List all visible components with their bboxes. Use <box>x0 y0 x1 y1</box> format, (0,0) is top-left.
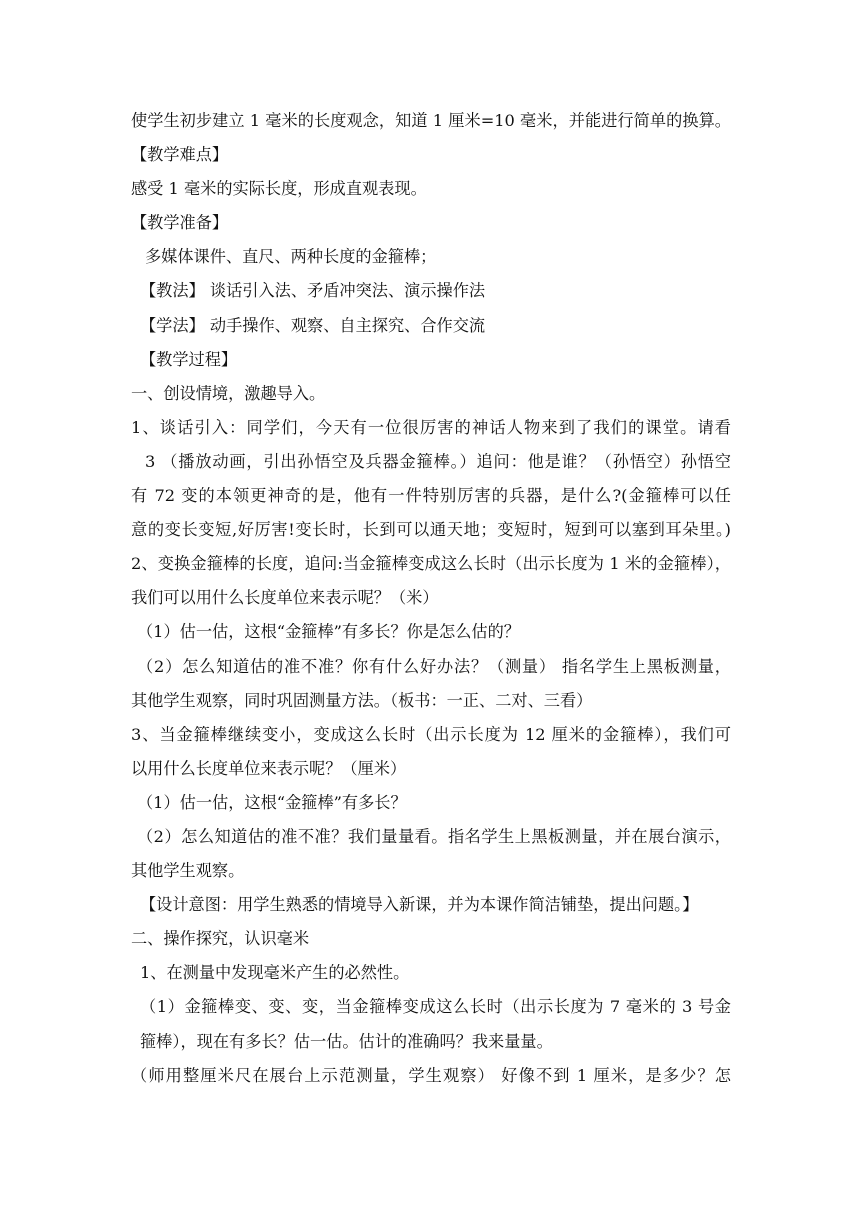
text-line: （1）估一估，这根“金箍棒”有多长？你是怎么估的？ <box>137 622 520 642</box>
text-line: （1）金箍棒变、变、变，当金箍棒变成这么长时（出示长度为 7 毫米的 3 号金 <box>140 997 731 1017</box>
text-line: （1）估一估，这根“金箍棒”有多长？ <box>137 792 407 812</box>
text-line: 1、谈话引入：同学们，今天有一位很厉害的神话人物来到了我们的课堂。请看 <box>131 417 731 437</box>
text-line: 多媒体课件、直尺、两种长度的金箍棒； <box>145 247 437 267</box>
section-heading: 【教学难点】 <box>131 145 229 165</box>
section-heading: 【教学准备】 <box>131 213 229 233</box>
section-heading: 一、创设情境，激趣导入。 <box>131 383 326 403</box>
text-line: （师用整厘米尺在展台上示范测量，学生观察） 好像不到 1 厘米，是多少？怎 <box>131 1065 731 1085</box>
text-line: 意的变长变短,好厉害!变长时，长到可以通天地；变短时，短到可以塞到耳朵里。) <box>131 520 731 540</box>
text-line: （2）怎么知道估的准不准？我们量量看。指名学生上黑板测量，并在展台演示， <box>137 826 731 846</box>
text-line: 我们可以用什么长度单位来表示呢？（米） <box>131 588 439 608</box>
section-heading: 二、操作探究，认识毫米 <box>131 929 310 949</box>
text-line: 2、变换金箍棒的长度，追问:当金箍棒变成这么长时（出示长度为 1 米的金箍棒）， <box>131 554 731 574</box>
text-line: 使学生初步建立 1 毫米的长度观念，知道 1 厘米=10 毫米，并能进行简单的换算。 <box>131 111 731 130</box>
text-line: 有 72 变的本领更神奇的是，他有一件特别厉害的兵器，是什么?(金箍棒可以任 <box>131 486 731 506</box>
text-line: 其他学生观察。 <box>131 861 245 881</box>
document-body <box>131 104 731 1093</box>
section-heading: 【教法】 谈话引入法、矛盾冲突法、演示操作法 <box>140 281 486 301</box>
section-heading: 【学法】 动手操作、观察、自主探究、合作交流 <box>140 315 486 335</box>
text-line: 以用什么长度单位来表示呢？（厘米） <box>131 758 407 778</box>
text-line: 3、当金箍棒继续变小，变成这么长时（出示长度为 12 厘米的金箍棒），我们可 <box>131 724 731 744</box>
text-line: 其他学生观察，同时巩固测量方法。（板书：一正、二对、三看） <box>131 690 593 710</box>
text-line: 3 （播放动画，引出孙悟空及兵器金箍棒。）追问：他是谁？（孙悟空）孙悟空 <box>145 451 731 471</box>
text-line: 1、在测量中发现毫米产生的必然性。 <box>140 963 410 983</box>
text-line: 箍棒），现在有多长？估一估。估计的准确吗？我来量量。 <box>140 1031 553 1051</box>
text-line: 感受 1 毫米的实际长度，形成直观表现。 <box>131 179 427 199</box>
section-heading: 【教学过程】 <box>140 349 238 369</box>
design-intent-note: 【设计意图：用学生熟悉的情境导入新课，并为本课作简洁铺垫，提出问题。】 <box>140 895 699 915</box>
text-line: （2）怎么知道估的准不准？你有什么好办法？（测量） 指名学生上黑板测量， <box>137 656 731 676</box>
